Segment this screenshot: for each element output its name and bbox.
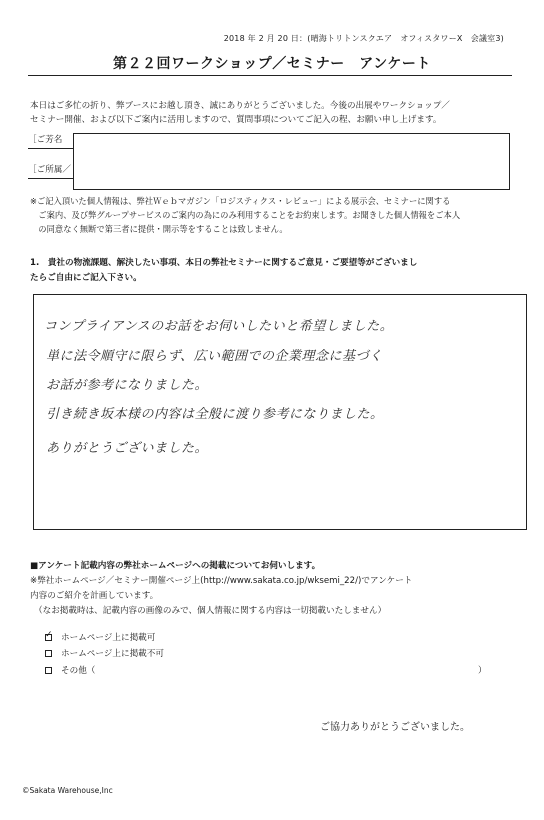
publication-heading: ■アンケート記載内容の弊社ホームページへの掲載についてお伺いします。 <box>30 561 321 571</box>
intro-line: セミナー開催、および以下ご案内に活用しますので、質問事項についてご記入の程、お願い申し上げます。 <box>30 115 442 125</box>
privacy-notice <box>30 194 520 236</box>
copyright-footer: ©Sakata Warehouse,Inc <box>22 786 113 795</box>
handwritten-answer-line: 引き続き坂本様の内容は全般に渡り参考になりました。 <box>46 407 384 422</box>
publication-section <box>30 559 530 619</box>
handwritten-answer-line: ありがとうございました。 <box>46 441 209 456</box>
event-info: 2018 年 2 月 20 日：(晴海トリトンスクエア オフィスタワーX 会議室3) <box>223 34 504 43</box>
name-label: ［ご芳名 <box>28 135 63 145</box>
option-other[interactable] <box>45 664 95 676</box>
question-line: 1. 貴社の物流課題、解決したい事項、本日の弊社セミナーに関するご意見・ご要望等がございまし <box>30 258 418 268</box>
handwritten-answer-line: お話が参考になりました。 <box>46 378 209 393</box>
answer-box <box>33 294 527 530</box>
option-publish-ng[interactable] <box>45 647 164 659</box>
privacy-line: の同意なく無断で第三者に提供・開示等をすることは致しません。 <box>30 224 288 234</box>
publication-note: （なお掲載時は、記載内容の画像のみで、個人情報に関する内容は一切掲載いたしません） <box>34 606 387 616</box>
redacted-personal-info <box>73 133 510 190</box>
affiliation-label: ［ご所属／ <box>28 165 71 175</box>
checkbox[interactable] <box>45 667 52 674</box>
other-close-paren: ） <box>478 666 487 676</box>
intro-line: 本日はご多忙の折り、弊ブースにお越し頂き、誠にありがとうございました。今後の出展やワークショップ／ <box>30 101 450 111</box>
checkbox[interactable] <box>45 650 52 657</box>
name-field-line <box>28 148 74 149</box>
checkbox[interactable] <box>45 634 52 641</box>
privacy-line: ※ご記入頂いた個人情報は、弊社Ｗｅｂマガジン「ロジスティクス・レビュー」による展示会、セミナーに関する <box>30 196 451 206</box>
option-label: ホームページ上に掲載可 <box>61 633 156 643</box>
question-1 <box>30 256 520 286</box>
privacy-line: ご案内、及び弊グループサービスのご案内の為にのみ利用することをお約束します。お聞きした個人情報をご本人 <box>30 210 461 220</box>
title-divider <box>28 75 512 76</box>
intro-text <box>30 99 514 127</box>
option-label: その他（ <box>61 666 96 676</box>
option-label: ホームページ上に掲載不可 <box>61 649 164 659</box>
question-line: たらご自由にご記入下さい。 <box>30 273 142 283</box>
option-publish-ok[interactable] <box>45 631 155 643</box>
publication-line: ※弊社ホームページ／セミナー開催ページ上(http://www.sakata.co.jp/wksemi_22/)でアンケート <box>30 576 413 586</box>
thanks-message: ご協力ありがとうございました。 <box>320 722 470 733</box>
publication-line: 内容のご紹介を計画しています。 <box>30 591 159 601</box>
handwritten-answer-line: コンプライアンスのお話をお伺いしたいと希望しました。 <box>44 319 394 334</box>
page-title: 第２２回ワークショップ／セミナー アンケート <box>113 56 431 72</box>
handwritten-answer-line: 単に法令順守に限らず、広い範囲での企業理念に基づく <box>46 349 383 364</box>
affiliation-field-line <box>28 178 74 179</box>
